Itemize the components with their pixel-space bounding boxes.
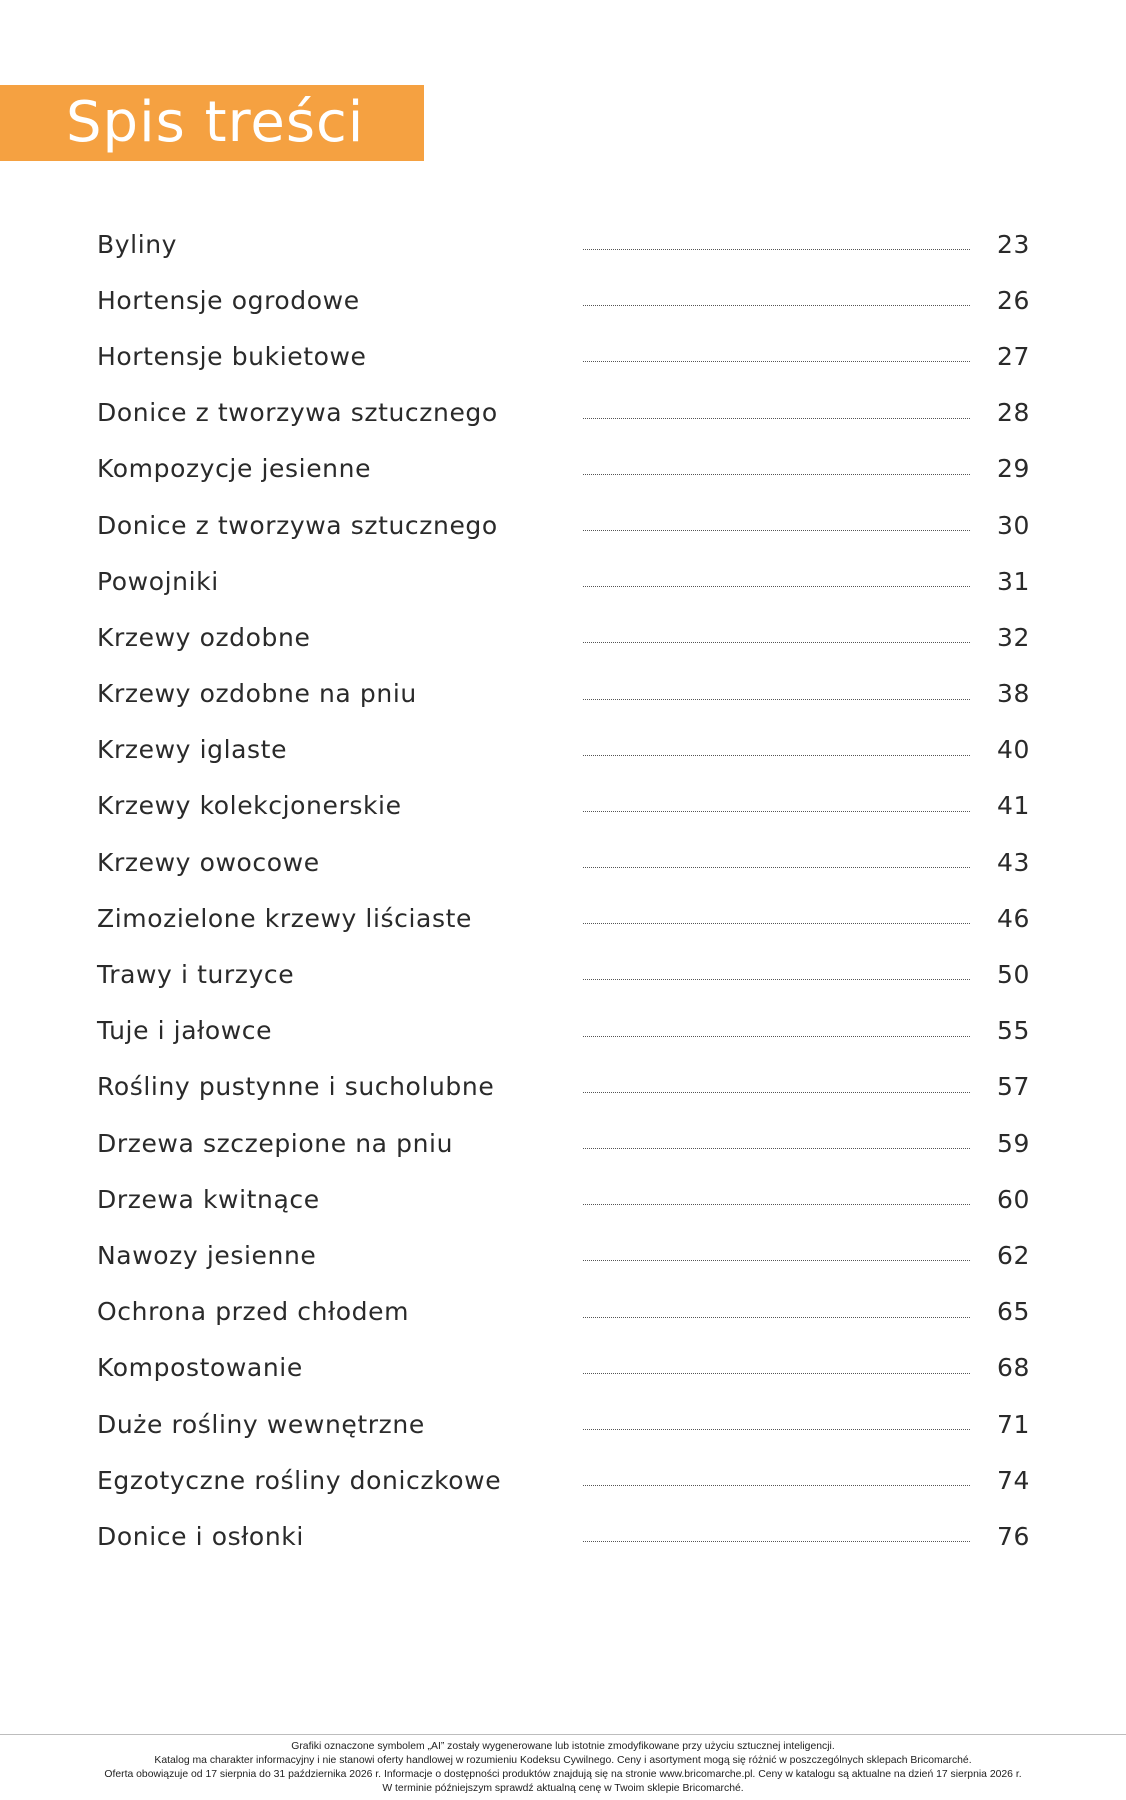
toc-entry[interactable]	[97, 609, 1030, 665]
dot-leader	[583, 923, 970, 924]
toc-entry-label: Krzewy iglaste	[97, 735, 288, 765]
page-title: Spis treści	[66, 90, 365, 155]
toc-entry-page: 71	[996, 1409, 1030, 1439]
toc-entry[interactable]	[97, 1340, 1030, 1396]
toc-entry[interactable]	[97, 1396, 1030, 1452]
toc-entry[interactable]	[97, 1284, 1030, 1340]
toc-entry-label: Byliny	[97, 229, 178, 259]
toc-entry-label: Egzotyczne rośliny doniczkowe	[97, 1465, 502, 1495]
toc-entry-page: 26	[996, 285, 1030, 315]
toc-entry[interactable]	[97, 1171, 1030, 1227]
toc-entry-page: 32	[996, 622, 1030, 652]
toc-entry-page: 27	[996, 341, 1030, 371]
toc-entry[interactable]	[97, 890, 1030, 946]
dot-leader	[583, 1317, 970, 1318]
toc-entry-label: Krzewy ozdobne na pniu	[97, 679, 417, 709]
toc-entry[interactable]	[97, 553, 1030, 609]
toc-entry-label: Powojniki	[97, 566, 219, 596]
dot-leader	[583, 1260, 970, 1261]
toc-entry-label: Donice i osłonki	[97, 1521, 304, 1551]
toc-entry-page: 57	[996, 1072, 1030, 1102]
dot-leader	[583, 530, 970, 531]
dot-leader	[583, 1429, 970, 1430]
dot-leader	[583, 249, 970, 250]
dot-leader	[583, 1036, 970, 1037]
dot-leader	[583, 979, 970, 980]
toc-entry-label: Zimozielone krzewy liściaste	[97, 903, 472, 933]
toc-entry-label: Donice z tworzywa sztucznego	[97, 398, 498, 428]
toc-entry-label: Hortensje ogrodowe	[97, 285, 360, 315]
toc-entry-page: 59	[996, 1128, 1030, 1158]
toc-entry[interactable]	[97, 272, 1030, 328]
dot-leader	[583, 811, 970, 812]
dot-leader	[583, 305, 970, 306]
toc-entry-label: Krzewy ozdobne	[97, 622, 311, 652]
toc-entry-label: Krzewy owocowe	[97, 847, 320, 877]
table-of-contents	[97, 216, 1030, 1565]
toc-entry[interactable]	[97, 1452, 1030, 1508]
toc-entry-page: 62	[996, 1240, 1030, 1270]
dot-leader	[583, 1373, 970, 1374]
toc-entry-label: Rośliny pustynne i sucholubne	[97, 1072, 495, 1102]
dot-leader	[583, 699, 970, 700]
toc-entry-page: 65	[996, 1297, 1030, 1327]
toc-entry[interactable]	[97, 778, 1030, 834]
toc-entry-label: Kompostowanie	[97, 1353, 303, 1383]
dot-leader	[583, 642, 970, 643]
dot-leader	[583, 1485, 970, 1486]
toc-entry-label: Hortensje bukietowe	[97, 341, 367, 371]
toc-entry-label: Duże rośliny wewnętrzne	[97, 1409, 425, 1439]
toc-entry-label: Drzewa szczepione na pniu	[97, 1128, 454, 1158]
footer-offer-validity: Oferta obowiązuje od 17 sierpnia do 31 października 2026 r. Informacje o dostępności produktów znajdują się na stronie www.bricomarche.pl. Ceny w katalogu są aktualne na dzień 17 sierpnia 2026 r.	[104, 1769, 1022, 1780]
toc-entry[interactable]	[97, 1115, 1030, 1171]
toc-entry-page: 23	[996, 229, 1030, 259]
toc-entry-page: 43	[996, 847, 1030, 877]
toc-entry[interactable]	[97, 722, 1030, 778]
toc-entry[interactable]	[97, 1003, 1030, 1059]
dot-leader	[583, 586, 970, 587]
toc-entry[interactable]	[97, 946, 1030, 1002]
dot-leader	[583, 1148, 970, 1149]
toc-entry[interactable]	[97, 666, 1030, 722]
toc-entry-label: Kompozycje jesienne	[97, 454, 372, 484]
toc-entry-page: 68	[996, 1353, 1030, 1383]
toc-entry-page: 46	[996, 903, 1030, 933]
toc-entry[interactable]	[97, 1227, 1030, 1283]
toc-entry-page: 55	[996, 1016, 1030, 1046]
toc-entry[interactable]	[97, 441, 1030, 497]
toc-entry-label: Nawozy jesienne	[97, 1240, 317, 1270]
dot-leader	[583, 1204, 970, 1205]
toc-entry-page: 31	[996, 566, 1030, 596]
toc-entry-label: Tuje i jałowce	[97, 1016, 273, 1046]
toc-entry-label: Ochrona przed chłodem	[97, 1297, 410, 1327]
toc-entry-label: Krzewy kolekcjonerskie	[97, 791, 402, 821]
toc-entry[interactable]	[97, 497, 1030, 553]
dot-leader	[583, 1541, 970, 1542]
toc-entry[interactable]	[97, 834, 1030, 890]
footer-ai-notice: Grafiki oznaczone symbolem „AI” zostały wygenerowane lub istotnie zmodyfikowane przy użyciu sztucznej inteligencji.	[291, 1741, 835, 1752]
legal-footer	[20, 1740, 1106, 1796]
toc-entry-label: Donice z tworzywa sztucznego	[97, 510, 498, 540]
toc-entry-page: 76	[996, 1521, 1030, 1551]
toc-entry[interactable]	[97, 385, 1030, 441]
toc-entry-page: 60	[996, 1184, 1030, 1214]
toc-entry-label: Drzewa kwitnące	[97, 1184, 320, 1214]
dot-leader	[583, 755, 970, 756]
footer-divider	[0, 1734, 1126, 1735]
toc-entry-page: 38	[996, 679, 1030, 709]
toc-entry-page: 74	[996, 1465, 1030, 1495]
toc-entry[interactable]	[97, 328, 1030, 384]
toc-entry-page: 50	[996, 960, 1030, 990]
footer-disclaimer: Katalog ma charakter informacyjny i nie stanowi oferty handlowej w rozumieniu Kodeksu Cywilnego. Ceny i asortyment mogą się różnić w poszczególnych sklepach Bricomarché.	[154, 1755, 972, 1766]
toc-entry-page: 30	[996, 510, 1030, 540]
toc-entry-page: 40	[996, 735, 1030, 765]
dot-leader	[583, 474, 970, 475]
dot-leader	[583, 1092, 970, 1093]
footer-price-check: W terminie późniejszym sprawdź aktualną cenę w Twoim sklepie Bricomarché.	[382, 1783, 744, 1794]
toc-entry[interactable]	[97, 216, 1030, 272]
toc-entry-page: 29	[996, 454, 1030, 484]
dot-leader	[583, 418, 970, 419]
toc-entry-page: 41	[996, 791, 1030, 821]
toc-entry-page: 28	[996, 398, 1030, 428]
toc-entry[interactable]	[97, 1059, 1030, 1115]
dot-leader	[583, 867, 970, 868]
toc-entry[interactable]	[97, 1508, 1030, 1564]
toc-entry-label: Trawy i turzyce	[97, 960, 295, 990]
title-banner	[0, 85, 424, 161]
dot-leader	[583, 361, 970, 362]
